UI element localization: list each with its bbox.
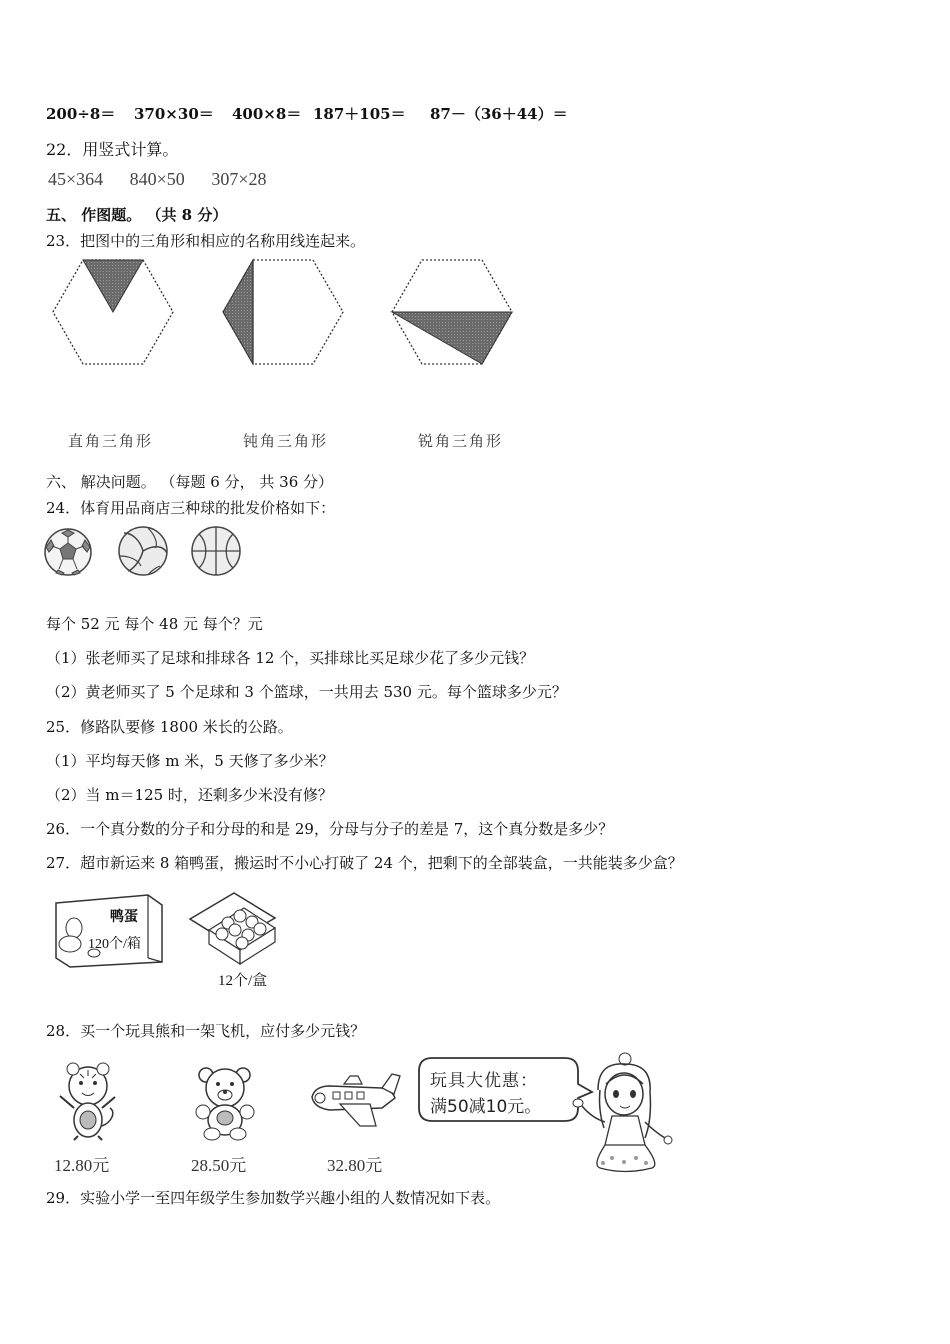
arith-expr-3: 400×8＝ [232, 105, 302, 123]
girl-cartoon-icon [573, 1053, 672, 1172]
section-5-heading: 五、 作图题。 （共 8 分） [46, 206, 228, 224]
arith-expr-1: 200÷8＝ [46, 105, 116, 123]
q25-part-2: （2）当 m＝125 时，还剩多少米没有修？ [46, 786, 333, 804]
label-right-triangle: 直角三角形 [68, 432, 154, 450]
q23-title: 23．把图中的三角形和相应的名称用线连起来。 [46, 232, 366, 250]
q24-title: 24．体育用品商店三种球的批发价格如下： [46, 499, 336, 517]
q25-title: 25．修路队要修 1800 米长的公路。 [46, 718, 293, 736]
q26-title: 26．一个真分数的分子和分母的和是 29，分母与分子的差是 7，这个真分数是多少？ [46, 820, 614, 838]
tray-label-qty: 12个/盒 [218, 973, 268, 989]
q22-expr-2: 840×50 [129, 169, 185, 189]
arith-expr-5: 87－（36＋44）＝ [430, 105, 568, 123]
q27-title: 27．超市新运来 8 箱鸭蛋，搬运时不小心打破了 24 个，把剩下的全部装盒，一共能装多少盒？ [46, 854, 683, 872]
label-acute-triangle: 锐角三角形 [418, 432, 504, 450]
q24-part-1: （1）张老师买了足球和排球各 12 个，买排球比买足球少花了多少元钱？ [46, 649, 535, 667]
q29-title: 29．实验小学一至四年级学生参加数学兴趣小组的人数情况如下表。 [46, 1189, 501, 1207]
price-airplane: 32.80元 [327, 1156, 383, 1175]
q25-part-1: （1）平均每天修 m 米，5 天修了多少米？ [46, 752, 334, 770]
teddy-bear-icon [196, 1068, 254, 1140]
label-obtuse-triangle: 钝角三角形 [243, 432, 329, 450]
q24-prices: 每个 52 元 每个 48 元 每个？元 [46, 615, 263, 633]
q22-title: 22．用竖式计算。 [46, 140, 179, 159]
arith-expr-2: 370×30＝ [134, 105, 214, 123]
toy-airplane-icon [312, 1074, 400, 1126]
crate-label-name: 鸭蛋 [110, 909, 138, 925]
q22-expr-3: 307×28 [211, 169, 267, 189]
q22-expr-1: 45×364 [48, 169, 104, 189]
price-tiger: 12.80元 [54, 1156, 110, 1175]
arith-expr-4: 187＋105＝ [313, 105, 406, 123]
bubble-line-1: 玩具大优惠： [430, 1071, 538, 1091]
q28-title: 28．买一个玩具熊和一架飞机，应付多少元钱？ [46, 1022, 366, 1040]
q24-part-2: （2）黄老师买了 5 个足球和 3 个篮球，一共用去 530 元。每个篮球多少元？ [46, 683, 567, 701]
bubble-line-2: 满50减10元。 [430, 1097, 542, 1117]
price-bear: 28.50元 [191, 1156, 247, 1175]
tiger-toy-icon [60, 1063, 115, 1140]
section-6-heading: 六、 解决问题。 （每题 6 分， 共 36 分） [46, 473, 334, 491]
crate-label-qty: 120个/箱 [88, 937, 141, 952]
